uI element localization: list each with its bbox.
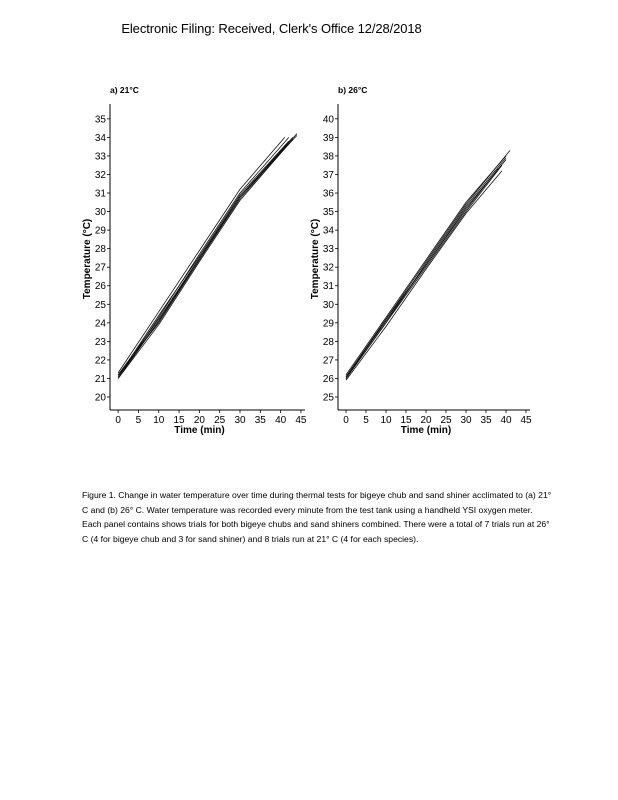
y-tick-label: 23 [94,336,106,348]
y-tick-label: 29 [322,318,334,330]
y-tick-label: 32 [322,262,334,274]
figure-caption: Figure 1. Change in water temperature over time during thermal tests for bigeye chub and sand shiner acclimated to (a) 21° C and (b) 26° C. Water temperature was recorded every minute from the test tank using a handheld YSI oxygen meter. Each panel contains shows trials for both bigeye chubs and sand shiners combined. There were a total of 7 trials run at 26° C (4 for bigeye chub and 3 for sand shiner) and 8 trials run at 21° C (4 for each species). [82,490,552,544]
y-tick-label: 29 [94,225,106,237]
series-line [118,136,297,375]
y-tick-label: 30 [322,299,334,311]
y-tick-label: 25 [94,299,106,311]
y-tick-label: 39 [322,132,334,144]
y-tick-label: 26 [94,281,106,293]
series-line [346,171,502,380]
x-axis-label: Time (min) [174,425,225,436]
y-tick-label: 35 [94,114,106,126]
y-tick-label: 27 [94,262,106,274]
y-tick-label: 28 [94,244,106,256]
y-tick-label: 31 [322,281,334,293]
series-line [346,160,506,377]
y-tick-label: 22 [94,355,106,367]
chart-panel-1 [310,85,532,436]
x-tick-label: 5 [135,415,142,426]
y-axis-label: Temperature (°C) [310,218,321,300]
filing-header: Electronic Filing: Received, Clerk's Office 12/28/2018 [121,21,422,36]
y-tick-label: 20 [94,392,106,404]
x-tick-label: 25 [214,415,226,426]
y-tick-label: 25 [322,392,334,404]
x-tick-label: 15 [400,415,412,426]
x-tick-label: 45 [295,415,307,426]
chart-panel-0 [82,85,307,436]
x-tick-label: 10 [153,415,165,426]
y-tick-label: 33 [94,151,106,163]
y-tick-label: 26 [322,373,334,385]
x-tick-label: 30 [234,415,246,426]
x-tick-label: 30 [460,415,472,426]
y-tick-label: 35 [322,207,334,219]
x-axis-label: Time (min) [400,425,452,436]
y-tick-label: 36 [322,188,334,200]
x-tick-label: 35 [480,415,492,426]
x-tick-label: 5 [363,415,369,426]
x-tick-label: 35 [254,415,266,426]
y-tick-label: 34 [94,132,106,144]
x-tick-label: 20 [193,415,205,426]
y-tick-label: 33 [322,244,334,256]
y-tick-label: 28 [322,336,334,348]
panel-label: b) 26°C [338,85,368,95]
y-tick-label: 37 [322,169,334,181]
series-line [118,139,293,378]
x-tick-label: 40 [275,415,287,426]
x-tick-label: 0 [115,415,121,426]
y-tick-label: 30 [94,207,106,219]
panel-label: a) 21°C [110,85,139,95]
x-tick-label: 20 [420,415,432,426]
x-tick-label: 40 [500,415,512,426]
y-tick-label: 31 [94,188,106,200]
y-tick-label: 40 [322,114,334,126]
y-tick-label: 38 [322,151,334,163]
x-tick-label: 25 [440,415,452,426]
y-tick-label: 34 [322,225,334,237]
series-line [118,143,289,379]
x-tick-label: 0 [343,415,349,426]
x-tick-label: 15 [173,415,185,426]
y-axis-label: Temperature (°C) [82,218,93,300]
x-tick-label: 45 [520,415,532,426]
y-tick-label: 27 [322,355,334,367]
y-tick-label: 21 [94,373,106,385]
x-tick-label: 10 [380,415,392,426]
y-tick-label: 32 [94,169,106,181]
y-tick-label: 24 [94,318,106,330]
